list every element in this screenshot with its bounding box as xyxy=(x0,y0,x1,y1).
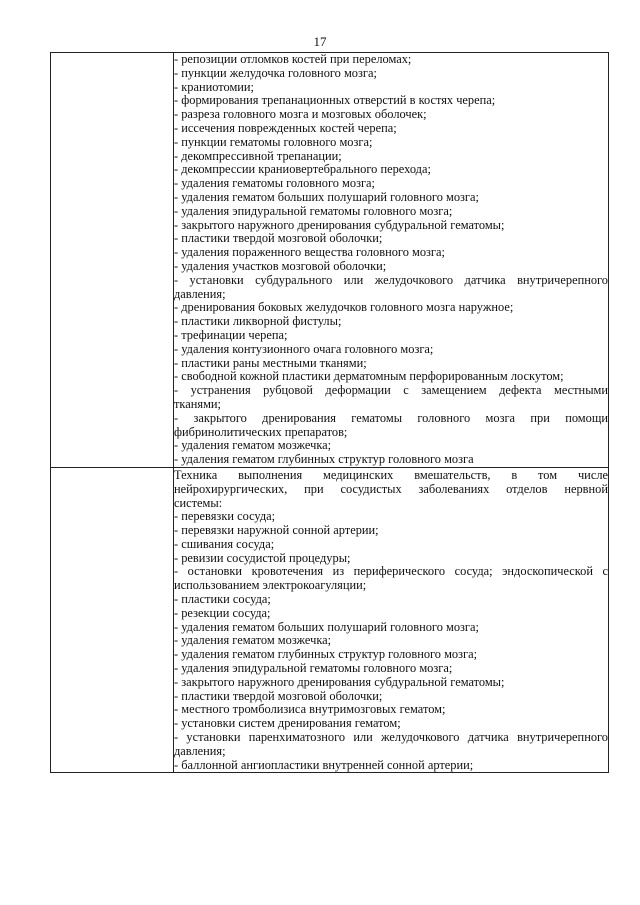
text-line: - установки систем дренирования гематом; xyxy=(174,717,401,731)
table-row xyxy=(51,467,609,773)
empty-left-cell xyxy=(51,53,174,468)
text-line: - иссечения поврежденных костей черепа; xyxy=(174,121,397,135)
text-line: - установки субдурального или желудочкового датчика внутричерепного xyxy=(174,273,608,287)
text-line: - репозиции отломков костей при переломах; xyxy=(174,53,412,66)
content-table xyxy=(50,52,609,773)
text-line: - удаления гематомы головного мозга; xyxy=(174,177,376,191)
text-line: - установки паренхиматозного или желудочкового датчика внутричерепного xyxy=(174,731,608,745)
text-line: - трефинации черепа; xyxy=(174,328,288,342)
vascular-procedure-cell xyxy=(174,467,609,773)
text-line: давления; xyxy=(174,744,226,758)
table-row xyxy=(51,53,609,468)
text-line: - закрытого дренирования гематомы головного мозга при помощи xyxy=(174,411,608,425)
text-line: - пластики раны местными тканями; xyxy=(174,356,367,370)
text-line: - удаления участков мозговой оболочки; xyxy=(174,259,387,273)
text-line: - удаления контузионного очага головного мозга; xyxy=(174,342,434,356)
text-line: - устранения рубцовой деформации с замещением дефекта местными xyxy=(174,384,608,398)
text-line: - пункции желудочка головного мозга; xyxy=(174,66,377,80)
text-line: - свободной кожной пластики дерматомным перфорированным лоскутом; xyxy=(174,370,564,384)
text-line: нейрохирургических, при сосудистых заболеваниях отделов нервной xyxy=(174,482,608,496)
text-line: - разреза головного мозга и мозговых оболочек; xyxy=(174,108,427,122)
text-line: - перевязки наружной сонной артерии; xyxy=(174,524,379,538)
text-line: - удаления эпидуральной гематомы головного мозга; xyxy=(174,662,453,676)
text-line: - остановки кровотечения из периферического сосуда; эндоскопической с xyxy=(174,565,608,579)
text-line: использованием электрокоагуляции; xyxy=(174,579,367,593)
text-line: - декомпрессивной трепанации; xyxy=(174,149,342,163)
text-line: - удаления гематом мозжечка; xyxy=(174,439,332,453)
text-line: - пластики сосуда; xyxy=(174,593,271,607)
text-line: - закрытого наружного дренирования субдуральной гематомы; xyxy=(174,218,505,232)
text-line: системы: xyxy=(174,496,223,510)
text-line: - закрытого наружного дренирования субдуральной гематомы; xyxy=(174,675,505,689)
text-line: - удаления гематом глубинных структур головного мозга; xyxy=(174,648,478,662)
text-line: - пункции гематомы головного мозга; xyxy=(174,135,373,149)
procedure-list-cell xyxy=(174,53,609,468)
text-line: - удаления гематом мозжечка; xyxy=(174,634,332,648)
text-line: тканями; xyxy=(174,397,221,411)
text-line: - удаления гематом больших полушарий головного мозга; xyxy=(174,190,479,204)
text-line: - пластики твердой мозговой оболочки; xyxy=(174,232,383,246)
page-number: 17 xyxy=(313,34,327,49)
text-line: давления; xyxy=(174,287,226,301)
text-line: - удаления гематом больших полушарий головного мозга; xyxy=(174,620,479,634)
text-line: - краниотомии; xyxy=(174,80,254,94)
text-line: - перевязки сосуда; xyxy=(174,510,276,524)
text-line: - удаления эпидуральной гематомы головного мозга; xyxy=(174,204,453,218)
text-line: - удаления гематом глубинных структур головного мозга xyxy=(174,453,474,467)
text-line: - местного тромболизиса внутримозговых гематом; xyxy=(174,703,446,717)
text-line: - пластики ликворной фистулы; xyxy=(174,315,342,329)
text-line: - ревизии сосудистой процедуры; xyxy=(174,551,351,565)
text-line: Техника выполнения медицинских вмешательств, в том числе xyxy=(174,468,608,482)
text-line: - декомпрессии краниовертебрального перехода; xyxy=(174,163,431,177)
text-line: - сшивания сосуда; xyxy=(174,537,275,551)
text-line: - баллонной ангиопластики внутренней сонной артерии; xyxy=(174,758,474,772)
empty-left-cell xyxy=(51,467,174,773)
text-line: - формирования трепанационных отверстий в костях черепа; xyxy=(174,94,496,108)
text-line: - резекции сосуда; xyxy=(174,606,271,620)
text-line: - пластики твердой мозговой оболочки; xyxy=(174,689,383,703)
text-line: - дренирования боковых желудочков головного мозга наружное; xyxy=(174,301,514,315)
text-line: фибринолитических препаратов; xyxy=(174,425,348,439)
text-line: - удаления пораженного вещества головного мозга; xyxy=(174,246,445,260)
